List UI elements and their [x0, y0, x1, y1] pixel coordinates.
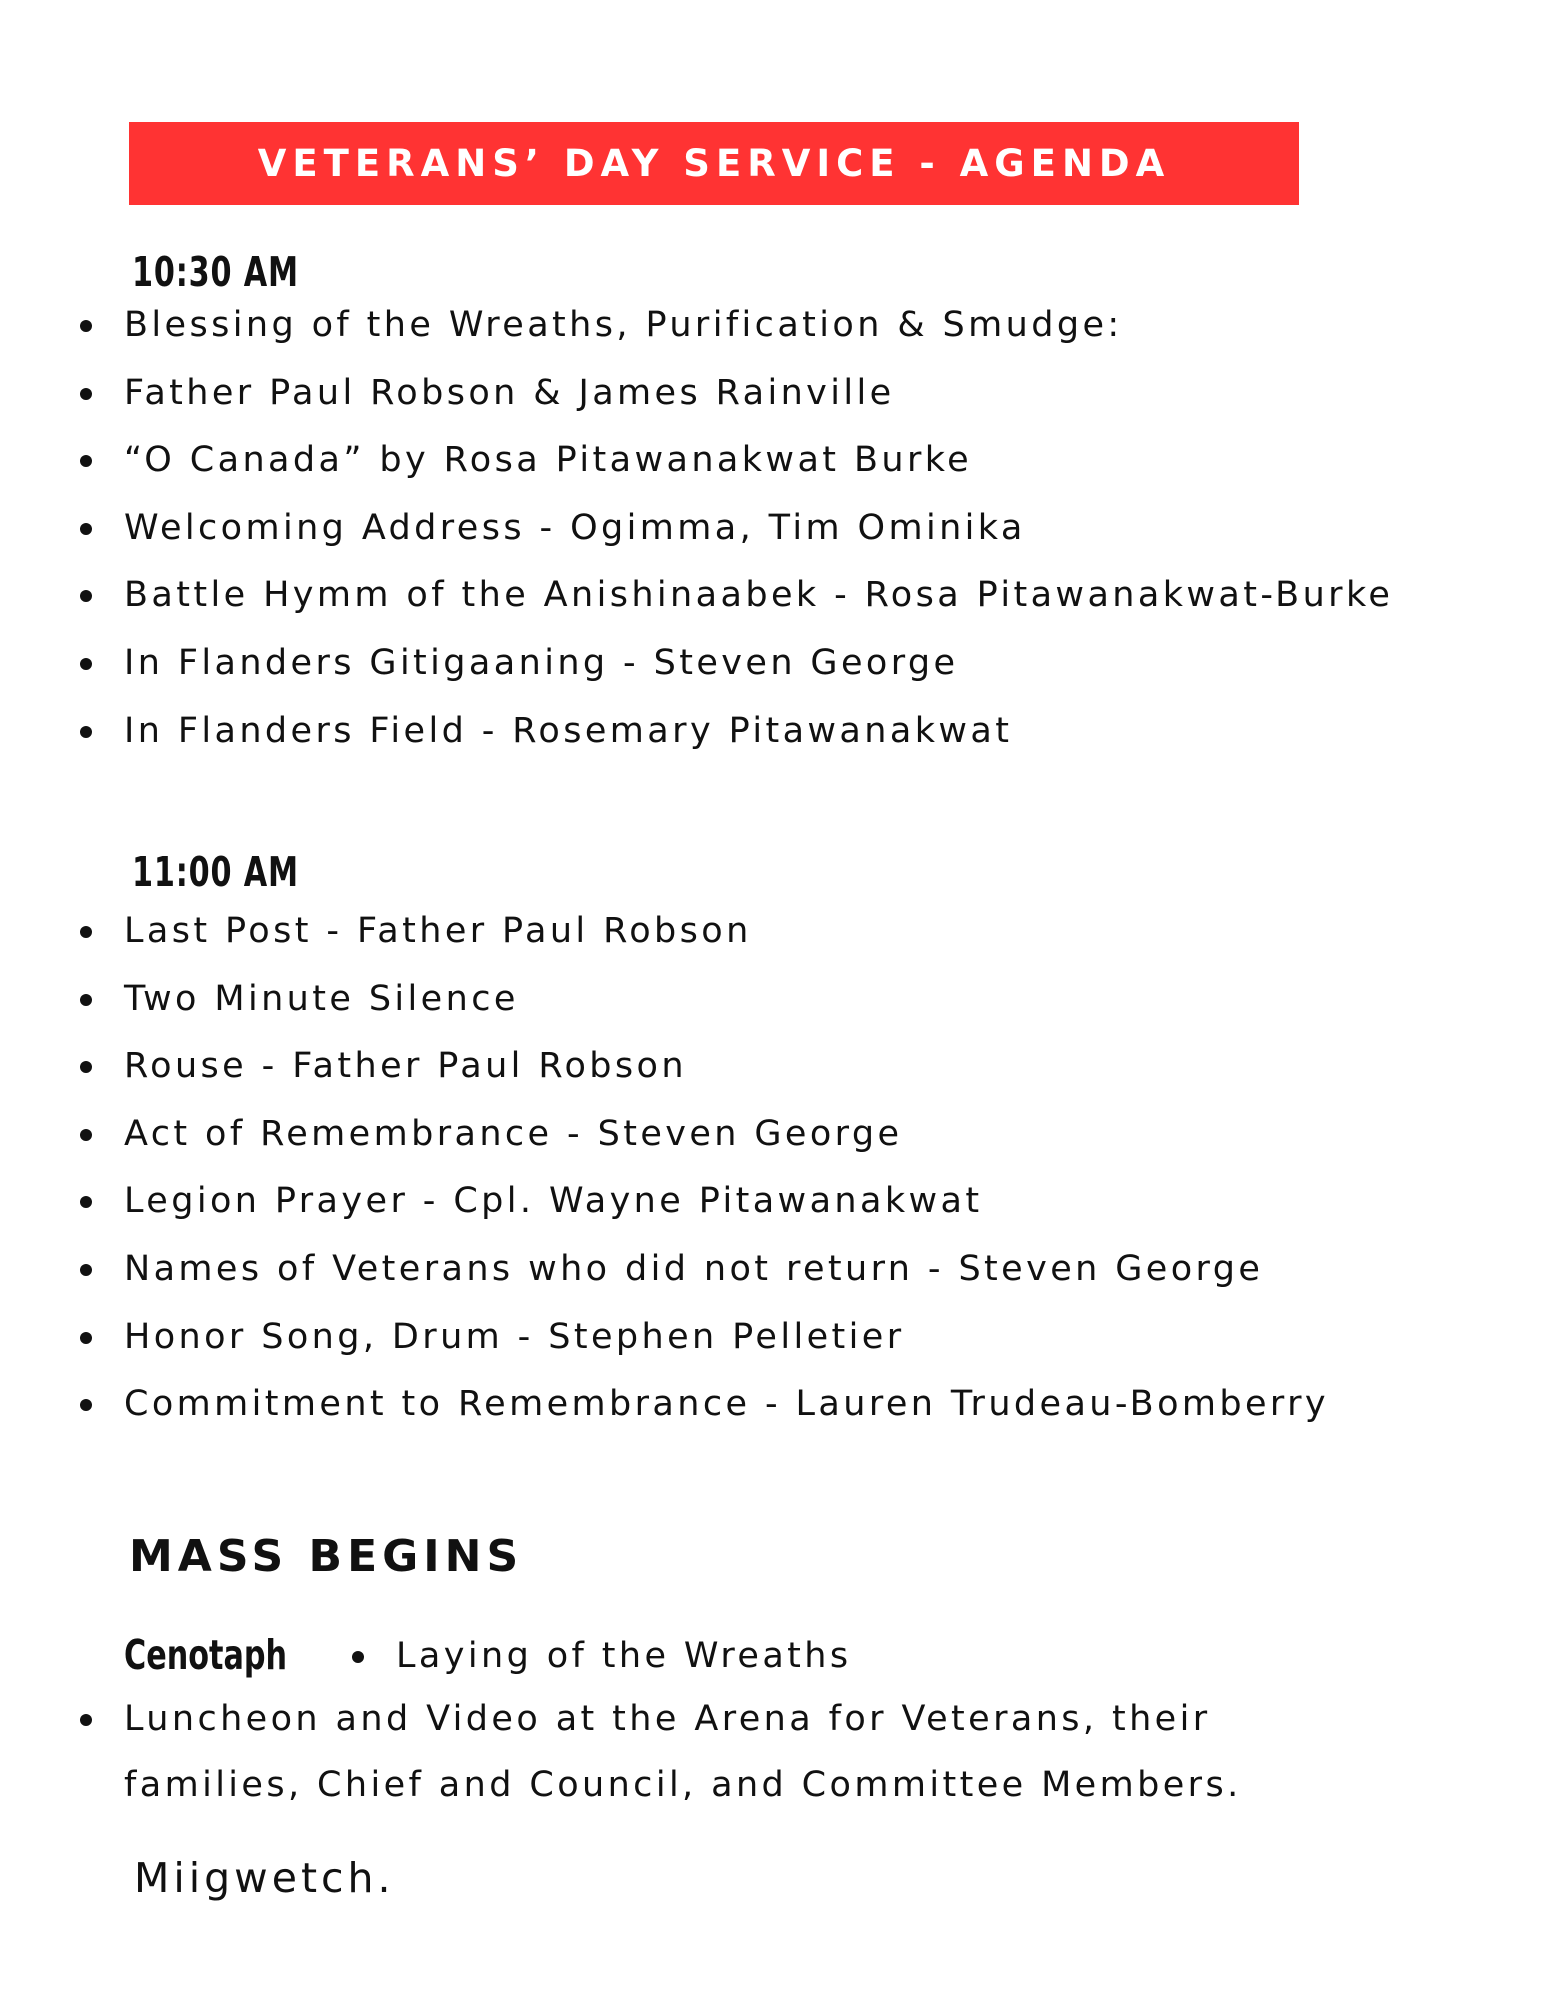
list-item-text: Blessing of the Wreaths, Purification & Smudge: [124, 305, 1123, 345]
closing-text: Miigwetch. [134, 1854, 395, 1902]
luncheon-item-text: Luncheon and Video at the Arena for Veterans, their families, Chief and Council, and Committee Members. [124, 1699, 1242, 1805]
list-item-text: Act of Remembrance - Steven George [124, 1113, 903, 1154]
cenotaph-row [0, 1621, 1545, 1691]
bullet-icon [80, 1061, 92, 1073]
list-item [0, 427, 1393, 495]
bullet-icon [80, 926, 92, 938]
list-item [0, 292, 1393, 360]
time-heading-1100: 11:00 AM [132, 848, 299, 896]
bullet-icon [80, 388, 92, 400]
list-item [0, 1101, 1329, 1169]
list-item [0, 698, 1393, 766]
agenda-title: VETERANS’ DAY SERVICE - AGENDA [257, 142, 1171, 185]
list-item [0, 1371, 1329, 1439]
mass-heading: MASS BEGINS [129, 1531, 524, 1582]
bullet-icon [80, 1196, 92, 1208]
bullet-icon [80, 1264, 92, 1276]
list-item-text: Legion Prayer - Cpl. Wayne Pitawanakwat [124, 1181, 983, 1222]
bullet-icon [80, 1714, 92, 1726]
list-item [0, 966, 1329, 1034]
list-item-text: Honor Song, Drum - Stephen Pelletier [124, 1316, 905, 1357]
bullet-icon [80, 1129, 92, 1141]
list-item-text: In Flanders Field - Rosemary Pitawanakwat [124, 710, 1013, 751]
bullet-icon [80, 320, 92, 332]
list-item [0, 1304, 1329, 1372]
list-item-text: Welcoming Address - Ogimma, Tim Ominika [124, 507, 1026, 548]
list-item [0, 562, 1393, 630]
agenda-banner [129, 122, 1299, 205]
list-item-text: Rouse - Father Paul Robson [124, 1046, 687, 1087]
cenotaph-label: Cenotaph [124, 1631, 288, 1679]
bullet-icon [80, 523, 92, 535]
list-item-text: “O Canada” by Rosa Pitawanakwat Burke [124, 440, 973, 481]
list-item-text: In Flanders Gitigaaning - Steven George [124, 642, 959, 683]
list-item-text: Father Paul Robson & James Rainville [124, 372, 895, 413]
bullet-icon [80, 726, 92, 738]
time-heading-1030: 10:30 AM [132, 248, 299, 296]
list-item-text: Last Post - Father Paul Robson [124, 911, 752, 951]
list-item [0, 898, 1329, 966]
bullet-icon [80, 1332, 92, 1344]
list-item [0, 1168, 1329, 1236]
bullet-icon [80, 994, 92, 1006]
bullet-icon [352, 1651, 364, 1663]
bullet-icon [80, 1399, 92, 1411]
list-item [0, 630, 1393, 698]
list-item [0, 360, 1393, 428]
list-item [0, 1033, 1329, 1101]
bullet-icon [80, 658, 92, 670]
cenotaph-item-text: Laying of the Wreaths [396, 1636, 852, 1676]
agenda-list-1100 [0, 898, 1329, 1439]
list-item [0, 495, 1393, 563]
list-item [0, 1236, 1329, 1304]
agenda-list-1030 [0, 292, 1393, 765]
bullet-icon [80, 590, 92, 602]
list-item-text: Two Minute Silence [124, 978, 519, 1019]
list-item-text: Commitment to Remembrance - Lauren Trudeau-Bomberry [124, 1384, 1330, 1425]
bullet-icon [80, 455, 92, 467]
list-item-text: Battle Hymm of the Anishinaabek - Rosa Pitawanakwat-Burke [124, 575, 1394, 616]
list-item-text: Names of Veterans who did not return - Steven George [124, 1248, 1264, 1289]
